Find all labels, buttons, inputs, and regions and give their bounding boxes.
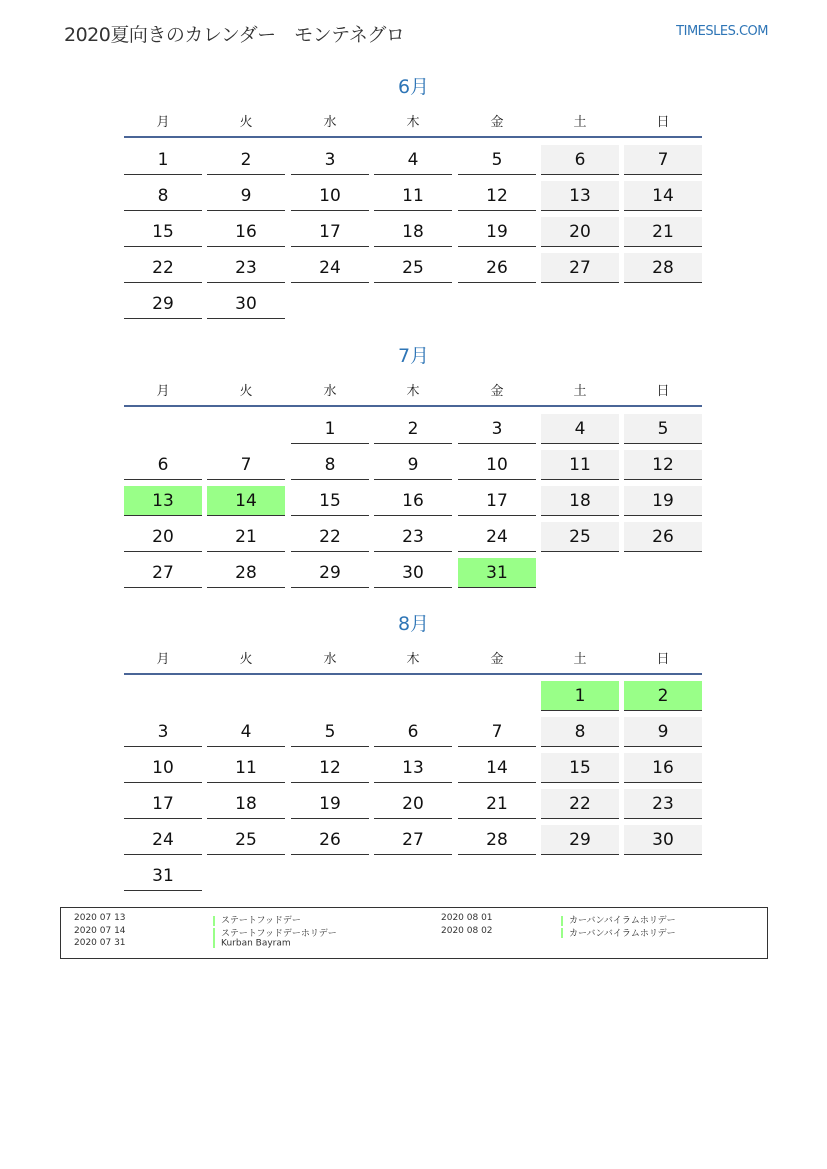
day-cell: 18 xyxy=(541,486,619,516)
day-cell: 3 xyxy=(458,414,536,444)
day-cell: 1 xyxy=(291,414,369,444)
day-cell: 23 xyxy=(374,522,452,552)
day-cell: 21 xyxy=(207,522,285,552)
day-cell: 5 xyxy=(624,414,702,444)
legend-holiday-name: ステートフッドデーホリデー xyxy=(221,928,337,939)
legend-holiday xyxy=(213,913,301,926)
day-cell: 8 xyxy=(124,181,202,211)
day-cell: 29 xyxy=(124,289,202,319)
legend-holiday-name: Kurban Bayram xyxy=(221,938,291,949)
day-cell: 30 xyxy=(374,558,452,588)
legend-date: 2020 07 14 xyxy=(74,925,126,936)
day-cell: 19 xyxy=(291,789,369,819)
day-cell: 21 xyxy=(624,217,702,247)
day-cell: 24 xyxy=(458,522,536,552)
day-cell: 15 xyxy=(291,486,369,516)
day-cell: 28 xyxy=(458,825,536,855)
day-cell: 27 xyxy=(124,558,202,588)
day-cell: 17 xyxy=(291,217,369,247)
day-cell: 11 xyxy=(374,181,452,211)
day-cell: 20 xyxy=(374,789,452,819)
day-cell: 22 xyxy=(541,789,619,819)
day-cell: 11 xyxy=(207,753,285,783)
weekday-header: 水 xyxy=(323,115,337,130)
day-cell: 14 xyxy=(207,486,285,516)
weekday-header: 日 xyxy=(656,652,670,667)
legend-date: 2020 07 13 xyxy=(74,913,126,923)
day-cell: 13 xyxy=(541,181,619,211)
weekday-header: 金 xyxy=(490,652,504,667)
day-cell: 12 xyxy=(458,181,536,211)
day-cell: 19 xyxy=(458,217,536,247)
day-cell: 25 xyxy=(207,825,285,855)
day-cell: 18 xyxy=(207,789,285,819)
day-cell: 25 xyxy=(374,253,452,283)
legend-date: 2020 08 02 xyxy=(441,925,493,936)
legend-date: 2020 07 31 xyxy=(74,938,126,948)
day-cell: 6 xyxy=(374,717,452,747)
day-cell: 4 xyxy=(374,145,452,175)
day-cell: 13 xyxy=(124,486,202,516)
day-cell: 24 xyxy=(291,253,369,283)
weekday-header: 月 xyxy=(156,652,170,667)
weekday-header: 木 xyxy=(406,652,420,667)
day-cell: 9 xyxy=(374,450,452,480)
weekday-header: 日 xyxy=(656,115,670,130)
month-title: 8月 xyxy=(397,613,430,635)
day-cell: 17 xyxy=(458,486,536,516)
legend-holiday xyxy=(213,926,337,939)
day-cell: 30 xyxy=(624,825,702,855)
day-cell: 11 xyxy=(541,450,619,480)
day-cell: 12 xyxy=(624,450,702,480)
holiday-legend xyxy=(60,907,768,959)
day-cell: 14 xyxy=(624,181,702,211)
day-cell: 24 xyxy=(124,825,202,855)
day-cell: 6 xyxy=(541,145,619,175)
brand-link[interactable]: TIMESLES.COM xyxy=(676,24,768,39)
weekday-header: 火 xyxy=(239,384,253,399)
weekday-header: 水 xyxy=(323,652,337,667)
weekday-header: 木 xyxy=(406,115,420,130)
day-cell: 9 xyxy=(207,181,285,211)
day-cell: 22 xyxy=(291,522,369,552)
day-cell: 3 xyxy=(291,145,369,175)
holiday-color-marker xyxy=(213,916,215,926)
day-cell: 21 xyxy=(458,789,536,819)
weekday-header: 金 xyxy=(490,115,504,130)
day-cell: 8 xyxy=(291,450,369,480)
day-cell: 20 xyxy=(124,522,202,552)
weekday-header: 土 xyxy=(573,115,587,130)
weekday-header: 火 xyxy=(239,115,253,130)
day-cell: 1 xyxy=(541,681,619,711)
day-cell: 29 xyxy=(291,558,369,588)
weekday-header: 月 xyxy=(156,384,170,399)
day-cell: 5 xyxy=(291,717,369,747)
legend-holiday xyxy=(561,913,676,926)
holiday-color-marker xyxy=(213,928,215,938)
day-cell: 26 xyxy=(624,522,702,552)
holiday-color-marker xyxy=(213,938,215,948)
legend-holiday-name: ステートフッドデー xyxy=(221,916,301,926)
weekday-header: 金 xyxy=(490,384,504,399)
day-cell: 1 xyxy=(124,145,202,175)
day-cell: 27 xyxy=(541,253,619,283)
day-cell: 18 xyxy=(374,217,452,247)
legend-holiday xyxy=(561,926,676,939)
day-cell: 10 xyxy=(124,753,202,783)
day-cell: 26 xyxy=(458,253,536,283)
weekday-header: 土 xyxy=(573,384,587,399)
day-cell: 7 xyxy=(458,717,536,747)
day-cell: 27 xyxy=(374,825,452,855)
day-cell: 4 xyxy=(541,414,619,444)
day-cell: 14 xyxy=(458,753,536,783)
weekday-header: 日 xyxy=(656,384,670,399)
day-cell: 31 xyxy=(124,861,202,891)
day-cell: 2 xyxy=(624,681,702,711)
holiday-color-marker xyxy=(561,916,563,926)
day-cell: 15 xyxy=(541,753,619,783)
legend-holiday xyxy=(213,938,291,949)
day-cell: 22 xyxy=(124,253,202,283)
day-cell: 6 xyxy=(124,450,202,480)
day-cell: 16 xyxy=(207,217,285,247)
day-cell: 15 xyxy=(124,217,202,247)
day-cell: 7 xyxy=(624,145,702,175)
day-cell: 28 xyxy=(624,253,702,283)
day-cell: 2 xyxy=(374,414,452,444)
day-cell: 7 xyxy=(207,450,285,480)
header-rule xyxy=(124,136,702,138)
day-cell: 13 xyxy=(374,753,452,783)
day-cell: 29 xyxy=(541,825,619,855)
weekday-header: 木 xyxy=(406,384,420,399)
legend-holiday-name: カーバンバイラムホリデー xyxy=(569,916,676,926)
day-cell: 25 xyxy=(541,522,619,552)
day-cell: 16 xyxy=(624,753,702,783)
day-cell: 2 xyxy=(207,145,285,175)
header-rule xyxy=(124,673,702,675)
day-cell: 17 xyxy=(124,789,202,819)
day-cell: 26 xyxy=(291,825,369,855)
day-cell: 19 xyxy=(624,486,702,516)
day-cell: 9 xyxy=(624,717,702,747)
page-title: 2020夏向きのカレンダー モンテネグロ xyxy=(64,24,405,46)
day-cell: 31 xyxy=(458,558,536,588)
weekday-header: 火 xyxy=(239,652,253,667)
day-cell: 16 xyxy=(374,486,452,516)
weekday-header: 水 xyxy=(323,384,337,399)
weekday-header: 月 xyxy=(156,115,170,130)
weekday-header: 土 xyxy=(573,652,587,667)
day-cell: 30 xyxy=(207,289,285,319)
month-title: 6月 xyxy=(397,76,430,98)
month-title: 7月 xyxy=(397,345,430,367)
day-cell: 20 xyxy=(541,217,619,247)
day-cell: 28 xyxy=(207,558,285,588)
day-cell: 8 xyxy=(541,717,619,747)
day-cell: 23 xyxy=(207,253,285,283)
day-cell: 23 xyxy=(624,789,702,819)
header-rule xyxy=(124,405,702,407)
day-cell: 5 xyxy=(458,145,536,175)
legend-holiday-name: カーバンバイラムホリデー xyxy=(569,928,676,939)
day-cell: 4 xyxy=(207,717,285,747)
day-cell: 10 xyxy=(291,181,369,211)
legend-date: 2020 08 01 xyxy=(441,913,493,923)
day-cell: 10 xyxy=(458,450,536,480)
holiday-color-marker xyxy=(561,928,563,938)
day-cell: 3 xyxy=(124,717,202,747)
day-cell: 12 xyxy=(291,753,369,783)
